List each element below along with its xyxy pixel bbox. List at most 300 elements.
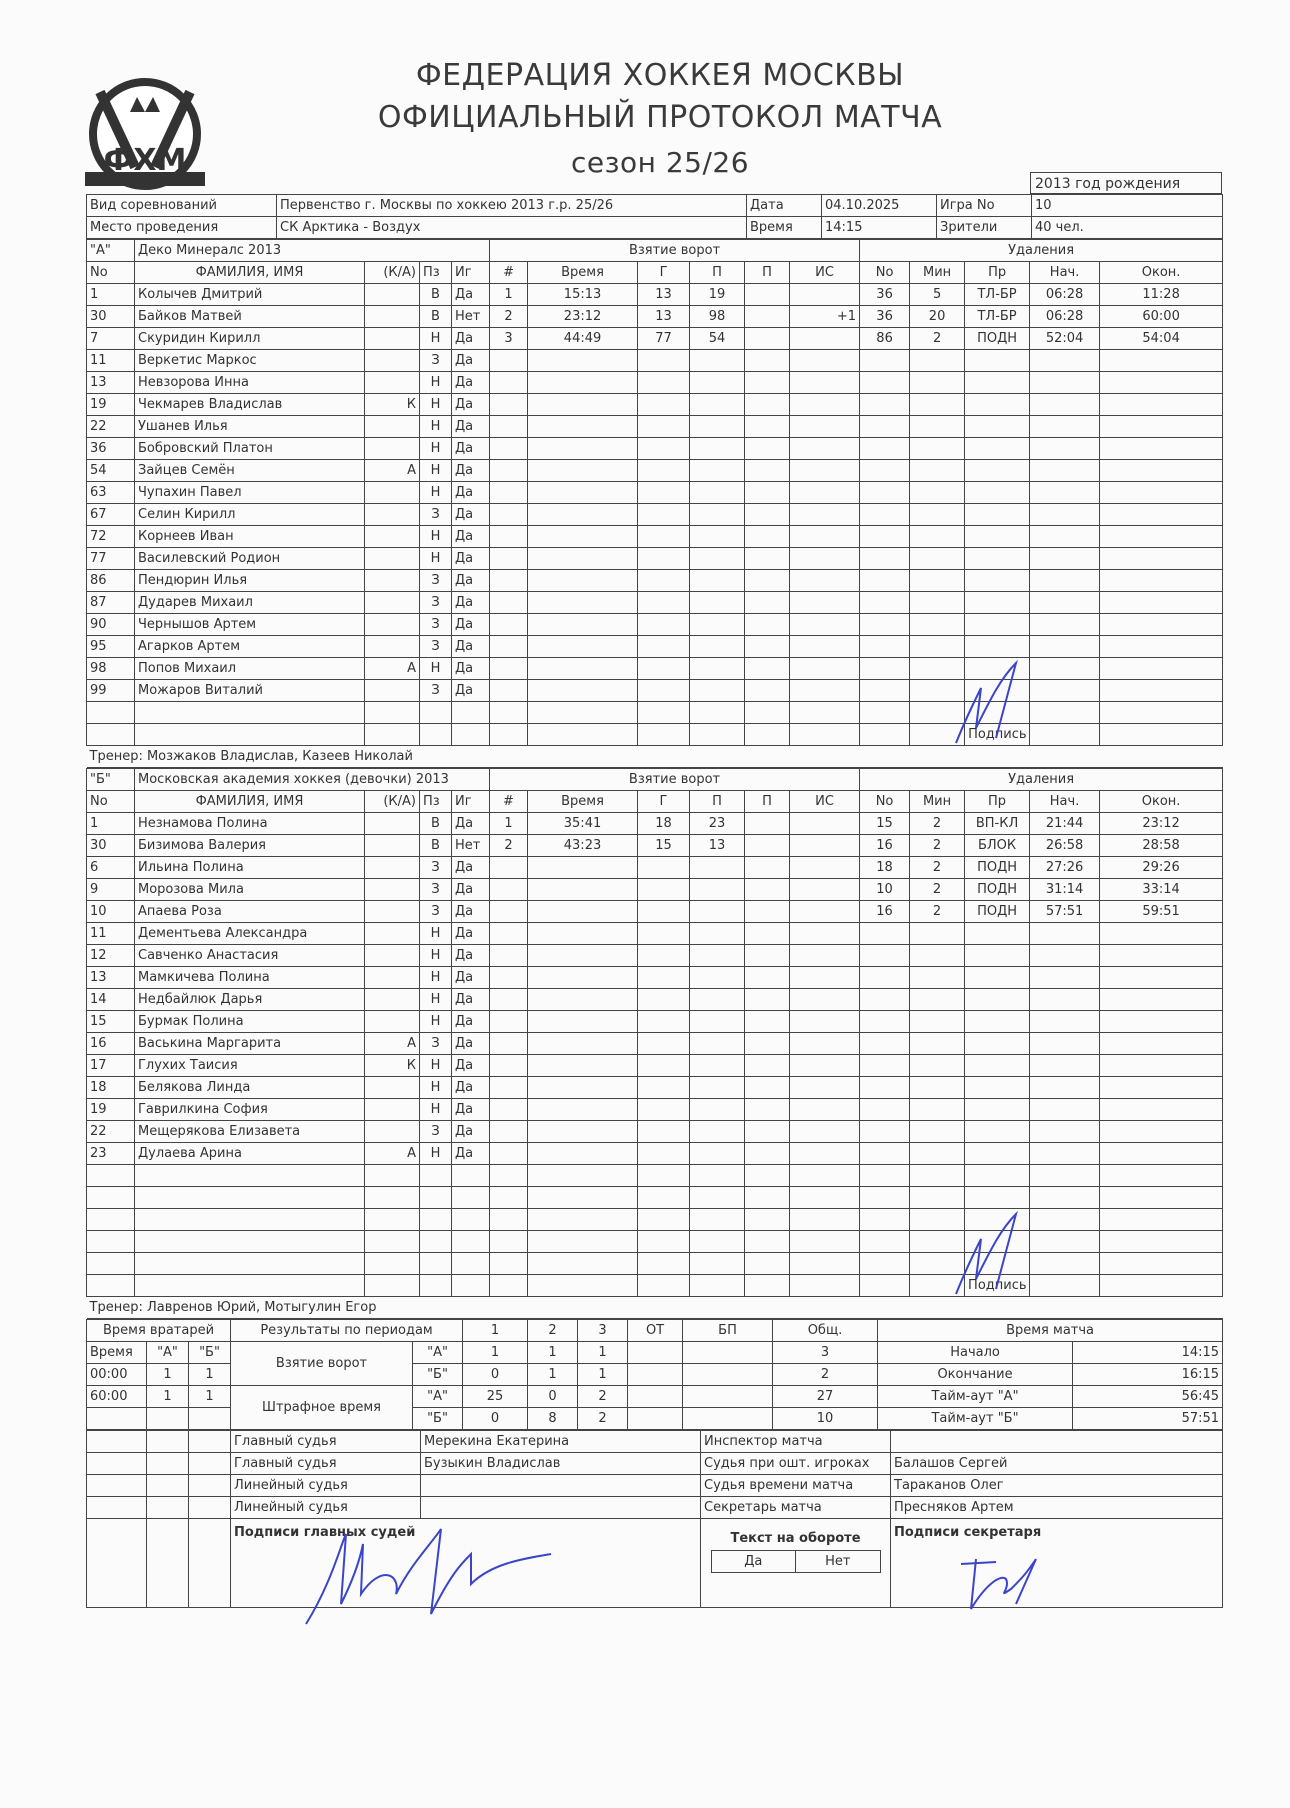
goal-time: 43:23 xyxy=(528,835,638,857)
goal-assist xyxy=(745,504,790,526)
goal-time xyxy=(528,923,638,945)
period-value: 10 xyxy=(773,1408,878,1430)
official-name: Балашов Сергей xyxy=(891,1453,1223,1475)
goal-assist xyxy=(745,416,790,438)
penalty-end xyxy=(1100,702,1223,724)
player-number: 14 xyxy=(87,989,135,1011)
goal-scorer xyxy=(638,1209,690,1231)
referees-signatures-label: Подписи главных судей xyxy=(231,1519,701,1608)
player-role xyxy=(365,1253,420,1275)
goal-scorer xyxy=(638,636,690,658)
player-name xyxy=(135,1187,365,1209)
match-info-table xyxy=(86,194,1223,239)
goal-number xyxy=(490,636,528,658)
player-role xyxy=(365,284,420,306)
penalty-start xyxy=(1030,1209,1100,1231)
federation-title: ФЕДЕРАЦИЯ ХОККЕЯ МОСКВЫ xyxy=(415,58,905,93)
goal-scorer xyxy=(638,592,690,614)
goals-title: Взятие ворот xyxy=(490,240,860,262)
penalty-start xyxy=(1030,702,1100,724)
penalty-player xyxy=(860,1121,910,1143)
time-label: Время xyxy=(747,217,822,239)
coach-line: Тренер: Мозжаков Владислав, Казеев Николай xyxy=(87,746,1223,768)
penalty-reason xyxy=(965,372,1030,394)
official-name: Мерекина Екатерина xyxy=(421,1431,701,1453)
player-number: 11 xyxy=(87,350,135,372)
goal-assist: 54 xyxy=(690,328,745,350)
player-row xyxy=(87,1121,1223,1143)
goal-assist: 19 xyxy=(690,284,745,306)
goal-time xyxy=(528,1209,638,1231)
player-position xyxy=(420,724,452,746)
player-name: Апаева Роза xyxy=(135,901,365,923)
spectators-value: 40 чел. xyxy=(1032,217,1223,239)
goal-assist xyxy=(690,1143,745,1165)
goal-number: 2 xyxy=(490,306,528,328)
penalty-reason: БЛОК xyxy=(965,835,1030,857)
player-row xyxy=(87,945,1223,967)
player-row xyxy=(87,460,1223,482)
player-played: Да xyxy=(452,614,490,636)
goal-time xyxy=(528,901,638,923)
penalty-player xyxy=(860,923,910,945)
penalty-minutes xyxy=(910,482,965,504)
goal-assist xyxy=(690,504,745,526)
player-played xyxy=(452,1187,490,1209)
cell xyxy=(189,1497,231,1519)
penalty-end xyxy=(1100,504,1223,526)
player-number: 9 xyxy=(87,879,135,901)
penalty-end xyxy=(1100,967,1223,989)
goal-assist xyxy=(745,1231,790,1253)
goal-time xyxy=(528,372,638,394)
penalty-minutes xyxy=(910,548,965,570)
penalty-reason: ВП-КЛ xyxy=(965,813,1030,835)
penalty-player xyxy=(860,658,910,680)
penalty-minutes xyxy=(910,438,965,460)
player-played xyxy=(452,724,490,746)
player-number: 30 xyxy=(87,835,135,857)
goal-strength xyxy=(790,636,860,658)
goal-time xyxy=(528,857,638,879)
match-time-value: 16:15 xyxy=(1073,1364,1223,1386)
penalty-start xyxy=(1030,989,1100,1011)
player-name: Гаврилкина София xyxy=(135,1099,365,1121)
col-pen-end: Окон. xyxy=(1100,262,1223,284)
penalty-end xyxy=(1100,1275,1223,1297)
penalty-start xyxy=(1030,636,1100,658)
goal-time: 23:12 xyxy=(528,306,638,328)
player-played: Да xyxy=(452,857,490,879)
goal-number xyxy=(490,658,528,680)
period-value xyxy=(628,1386,683,1408)
player-played: Да xyxy=(452,372,490,394)
player-name xyxy=(135,1253,365,1275)
player-name xyxy=(135,1275,365,1297)
reverse-no-checkbox[interactable]: Нет xyxy=(796,1551,881,1573)
penalty-player xyxy=(860,592,910,614)
svg-text:ФХМ: ФХМ xyxy=(103,143,187,178)
penalty-end xyxy=(1100,1033,1223,1055)
goal-number xyxy=(490,1033,528,1055)
goal-assist xyxy=(745,372,790,394)
player-position xyxy=(420,1253,452,1275)
player-position: Н xyxy=(420,989,452,1011)
penalty-start xyxy=(1030,394,1100,416)
goal-strength xyxy=(790,1165,860,1187)
official-role: Инспектор матча xyxy=(701,1431,891,1453)
team-label: "А" xyxy=(413,1342,463,1364)
penalty-end: 23:12 xyxy=(1100,813,1223,835)
player-number: 95 xyxy=(87,636,135,658)
player-row xyxy=(87,482,1223,504)
player-role xyxy=(365,1231,420,1253)
goal-strength xyxy=(790,702,860,724)
player-played: Да xyxy=(452,967,490,989)
penalty-end xyxy=(1100,1121,1223,1143)
player-name: Савченко Анастасия xyxy=(135,945,365,967)
player-played: Да xyxy=(452,636,490,658)
goal-number xyxy=(490,989,528,1011)
goalie-b: 1 xyxy=(189,1364,231,1386)
goal-assist xyxy=(745,1121,790,1143)
goal-assist xyxy=(690,989,745,1011)
player-name: Глухих Таисия xyxy=(135,1055,365,1077)
col-pen-start: Нач. xyxy=(1030,791,1100,813)
team-label: "А" xyxy=(413,1386,463,1408)
player-played: Да xyxy=(452,350,490,372)
player-name xyxy=(135,1209,365,1231)
penalty-reason xyxy=(965,438,1030,460)
goalie-time: 60:00 xyxy=(87,1386,147,1408)
player-name: Попов Михаил xyxy=(135,658,365,680)
player-played: Да xyxy=(452,901,490,923)
penalty-player xyxy=(860,989,910,1011)
col-goal-scorer: Г xyxy=(638,262,690,284)
goalie-a: 1 xyxy=(147,1386,189,1408)
secretary-signature-label: Подписи секретаря xyxy=(891,1519,1223,1608)
player-position: Н xyxy=(420,658,452,680)
player-row xyxy=(87,901,1223,923)
goal-assist xyxy=(745,306,790,328)
official-role: Линейный судья xyxy=(231,1497,421,1519)
goal-assist xyxy=(745,724,790,746)
player-name: Мещерякова Елизавета xyxy=(135,1121,365,1143)
cell xyxy=(87,1431,147,1453)
player-row xyxy=(87,879,1223,901)
col-name: ФАМИЛИЯ, ИМЯ xyxy=(135,791,365,813)
player-number: 19 xyxy=(87,1099,135,1121)
goal-time xyxy=(528,1011,638,1033)
player-row xyxy=(87,1209,1223,1231)
player-role xyxy=(365,724,420,746)
goal-scorer: 13 xyxy=(638,306,690,328)
player-name: Василевский Родион xyxy=(135,548,365,570)
goal-time xyxy=(528,350,638,372)
penalty-end xyxy=(1100,394,1223,416)
player-row xyxy=(87,1011,1223,1033)
penalty-player xyxy=(860,570,910,592)
player-name: Колычев Дмитрий xyxy=(135,284,365,306)
cell xyxy=(147,1431,189,1453)
penalty-start xyxy=(1030,438,1100,460)
col-pen-reason: Пр xyxy=(965,262,1030,284)
player-played: Да xyxy=(452,416,490,438)
player-role xyxy=(365,504,420,526)
team-letter: "Б" xyxy=(87,769,135,791)
penalty-end xyxy=(1100,636,1223,658)
player-row xyxy=(87,1231,1223,1253)
penalty-player xyxy=(860,614,910,636)
period-value: 27 xyxy=(773,1386,878,1408)
player-name: Чупахин Павел xyxy=(135,482,365,504)
goal-time xyxy=(528,879,638,901)
player-row xyxy=(87,592,1223,614)
goal-assist xyxy=(690,614,745,636)
player-role xyxy=(365,879,420,901)
col-goal-num: # xyxy=(490,262,528,284)
goal-time xyxy=(528,482,638,504)
goal-number xyxy=(490,394,528,416)
goal-number xyxy=(490,901,528,923)
goal-assist xyxy=(690,372,745,394)
goal-assist xyxy=(745,857,790,879)
player-number: 99 xyxy=(87,680,135,702)
goal-strength xyxy=(790,1231,860,1253)
penalty-start xyxy=(1030,1187,1100,1209)
penalty-start xyxy=(1030,504,1100,526)
player-role: А xyxy=(365,658,420,680)
goal-strength xyxy=(790,438,860,460)
player-number: 11 xyxy=(87,923,135,945)
player-number xyxy=(87,1253,135,1275)
player-row xyxy=(87,1055,1223,1077)
penalty-end: 54:04 xyxy=(1100,328,1223,350)
goal-strength xyxy=(790,416,860,438)
penalty-reason xyxy=(965,1055,1030,1077)
player-name: Морозова Мила xyxy=(135,879,365,901)
secretary-signature-icon xyxy=(956,1554,1046,1614)
player-role xyxy=(365,702,420,724)
player-role xyxy=(365,967,420,989)
penalty-start xyxy=(1030,923,1100,945)
player-position: Н xyxy=(420,1011,452,1033)
goal-strength xyxy=(790,1121,860,1143)
goal-scorer xyxy=(638,989,690,1011)
player-row xyxy=(87,548,1223,570)
penalty-end xyxy=(1100,614,1223,636)
goal-assist xyxy=(690,1121,745,1143)
player-position: З xyxy=(420,680,452,702)
goal-strength xyxy=(790,1275,860,1297)
goal-time xyxy=(528,989,638,1011)
match-time-label: Окончание xyxy=(878,1364,1073,1386)
goal-strength xyxy=(790,1143,860,1165)
penalty-reason: ПОДН xyxy=(965,857,1030,879)
player-name xyxy=(135,702,365,724)
cell xyxy=(147,1475,189,1497)
penalty-reason xyxy=(965,592,1030,614)
penalty-minutes xyxy=(910,989,965,1011)
player-name: Чекмарев Владислав xyxy=(135,394,365,416)
goal-scorer xyxy=(638,1033,690,1055)
player-role: А xyxy=(365,460,420,482)
goal-scorer xyxy=(638,504,690,526)
goal-assist xyxy=(745,394,790,416)
goal-assist xyxy=(745,879,790,901)
penalty-end xyxy=(1100,680,1223,702)
penalty-start xyxy=(1030,658,1100,680)
penalty-player: 18 xyxy=(860,857,910,879)
player-name: Дементьева Александра xyxy=(135,923,365,945)
goal-scorer xyxy=(638,923,690,945)
penalty-minutes: 2 xyxy=(910,328,965,350)
goal-assist xyxy=(690,394,745,416)
penalties-title: Удаления xyxy=(860,240,1223,262)
player-position: З xyxy=(420,570,452,592)
period-value xyxy=(683,1386,773,1408)
player-row xyxy=(87,614,1223,636)
goal-scorer xyxy=(638,548,690,570)
penalty-start xyxy=(1030,482,1100,504)
goal-assist xyxy=(745,702,790,724)
penalty-player xyxy=(860,1055,910,1077)
penalty-reason xyxy=(965,967,1030,989)
goal-scorer xyxy=(638,438,690,460)
competition-label: Вид соревнований xyxy=(87,195,277,217)
player-position: З xyxy=(420,857,452,879)
player-row xyxy=(87,438,1223,460)
period-header: 2 xyxy=(528,1320,578,1342)
penalty-player xyxy=(860,724,910,746)
referees-signature-icon xyxy=(301,1524,561,1634)
penalty-start xyxy=(1030,1077,1100,1099)
player-role xyxy=(365,636,420,658)
penalty-reason xyxy=(965,460,1030,482)
penalty-reason: ПОДН xyxy=(965,901,1030,923)
goal-number xyxy=(490,680,528,702)
goal-scorer xyxy=(638,1055,690,1077)
goal-scorer xyxy=(638,526,690,548)
penalty-start: 31:14 xyxy=(1030,879,1100,901)
penalty-minutes xyxy=(910,416,965,438)
goal-assist xyxy=(690,724,745,746)
penalty-end xyxy=(1100,416,1223,438)
col-pos: Пз xyxy=(420,791,452,813)
player-played: Да xyxy=(452,945,490,967)
period-value xyxy=(628,1342,683,1364)
col-ka: (К/А) xyxy=(365,791,420,813)
player-role xyxy=(365,945,420,967)
goal-strength xyxy=(790,879,860,901)
col-goal-time: Время xyxy=(528,262,638,284)
goal-number xyxy=(490,1253,528,1275)
goal-assist xyxy=(690,658,745,680)
period-value: 1 xyxy=(528,1364,578,1386)
penalty-player: 86 xyxy=(860,328,910,350)
period-header: БП xyxy=(683,1320,773,1342)
penalty-time-label: Штрафное время xyxy=(231,1386,413,1430)
goal-scorer: 13 xyxy=(638,284,690,306)
penalty-end xyxy=(1100,989,1223,1011)
goal-strength xyxy=(790,724,860,746)
goal-number: 2 xyxy=(490,835,528,857)
player-number: 1 xyxy=(87,813,135,835)
period-header: ОТ xyxy=(628,1320,683,1342)
penalty-end xyxy=(1100,526,1223,548)
penalty-player: 16 xyxy=(860,835,910,857)
match-summary xyxy=(86,1319,1222,1608)
cell xyxy=(87,1497,147,1519)
goal-strength xyxy=(790,1253,860,1275)
player-number: 22 xyxy=(87,1121,135,1143)
penalty-start xyxy=(1030,614,1100,636)
penalty-end xyxy=(1100,1165,1223,1187)
player-played xyxy=(452,1253,490,1275)
player-name: Мамкичева Полина xyxy=(135,967,365,989)
penalty-reason xyxy=(965,1187,1030,1209)
penalty-reason xyxy=(965,1011,1030,1033)
player-row xyxy=(87,1099,1223,1121)
penalty-minutes xyxy=(910,394,965,416)
player-position: З xyxy=(420,592,452,614)
player-row xyxy=(87,372,1223,394)
player-name: Зайцев Семён xyxy=(135,460,365,482)
player-number: 13 xyxy=(87,372,135,394)
player-row xyxy=(87,394,1223,416)
period-value xyxy=(628,1408,683,1430)
player-played xyxy=(452,1209,490,1231)
goal-number xyxy=(490,1055,528,1077)
player-number: 18 xyxy=(87,1077,135,1099)
player-role xyxy=(365,614,420,636)
reverse-yes-checkbox[interactable]: Да xyxy=(711,1551,796,1573)
goal-assist xyxy=(690,702,745,724)
player-name: Чернышов Артем xyxy=(135,614,365,636)
player-role xyxy=(365,592,420,614)
goal-assist xyxy=(690,923,745,945)
goalie-b: 1 xyxy=(189,1386,231,1408)
player-number: 12 xyxy=(87,945,135,967)
goal-assist xyxy=(745,658,790,680)
player-number: 86 xyxy=(87,570,135,592)
penalty-reason xyxy=(965,416,1030,438)
penalty-minutes xyxy=(910,1187,965,1209)
goal-number xyxy=(490,945,528,967)
penalty-player xyxy=(860,1187,910,1209)
goal-time xyxy=(528,1187,638,1209)
goal-assist xyxy=(690,636,745,658)
goal-assist xyxy=(690,901,745,923)
player-position: Н xyxy=(420,416,452,438)
player-row xyxy=(87,328,1223,350)
penalty-start xyxy=(1030,945,1100,967)
player-position: В xyxy=(420,835,452,857)
goal-time xyxy=(528,1231,638,1253)
match-time-value: 14:15 xyxy=(1073,1342,1223,1364)
player-number: 17 xyxy=(87,1055,135,1077)
player-position: З xyxy=(420,504,452,526)
col-ka: (К/А) xyxy=(365,262,420,284)
player-played: Нет xyxy=(452,306,490,328)
goal-assist xyxy=(690,592,745,614)
penalty-reason: ПОДН xyxy=(965,328,1030,350)
player-role: А xyxy=(365,1033,420,1055)
goal-assist xyxy=(745,989,790,1011)
penalty-start xyxy=(1030,967,1100,989)
player-name: Агарков Артем xyxy=(135,636,365,658)
player-played: Да xyxy=(452,460,490,482)
